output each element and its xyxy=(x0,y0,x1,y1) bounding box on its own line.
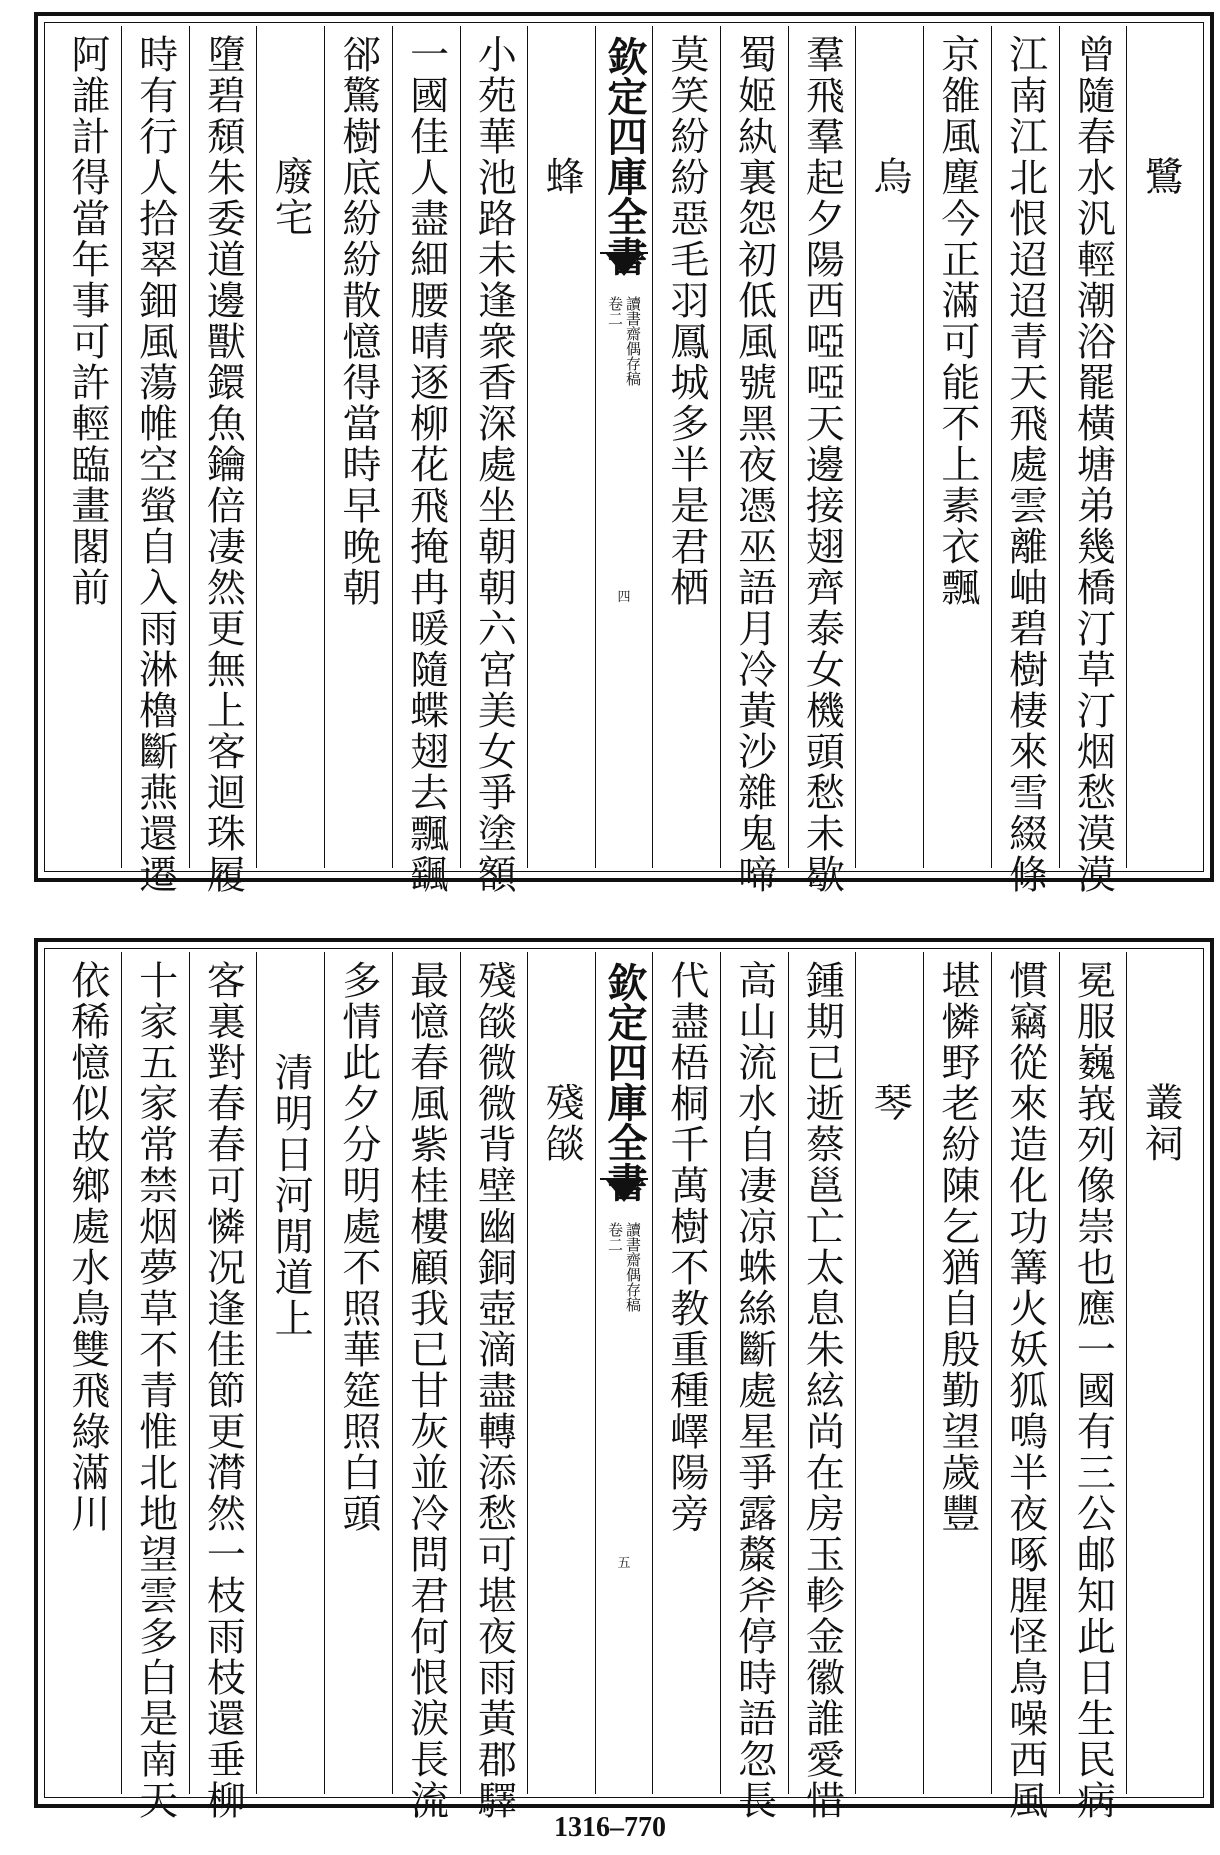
poem-text-column xyxy=(652,952,720,1794)
poem-text-column xyxy=(54,952,121,1794)
poem-line: 十家五家常禁烟夢草不青惟北地望雲多白是南天 xyxy=(132,960,178,1821)
collection-name: 讀書齋偶存稿 xyxy=(624,1222,642,1312)
poem-line: 郤驚樹底紛紛散憶得當時早晚朝 xyxy=(335,34,381,608)
poem-line: 殘燄微微背壁幽銅壺滴盡轉添愁可堪夜雨黃郡驛 xyxy=(471,960,517,1821)
poem-line: 羣飛羣起夕陽西啞啞天邊接翅齊泰女機頭愁未歇 xyxy=(799,34,845,895)
poem-line: 堪憐野老紛陳乞猶自殷勤望歲豐 xyxy=(934,960,980,1534)
poem-title: 清明日河閒道上 xyxy=(268,1052,314,1339)
collection-name: 讀書齋偶存稿 xyxy=(624,296,642,386)
poem-title-column xyxy=(256,952,324,1794)
poem-text-column xyxy=(460,952,528,1821)
poem-title-column xyxy=(256,26,324,868)
poem-line: 小苑華池路未逢衆香深處坐朝朝六宮美女爭塗額 xyxy=(471,34,517,895)
poem-text-column xyxy=(324,952,392,1794)
poem-text-column xyxy=(991,26,1059,895)
poem-line: 曾隨春水汎輕潮浴罷橫塘弟幾橋汀草汀烟愁漠漠 xyxy=(1070,34,1116,895)
poem-text-column xyxy=(788,952,856,1821)
leaf-number: 五 xyxy=(617,1556,631,1571)
fishtail-mark-icon xyxy=(600,1178,648,1212)
book-title: 欽定四庫全書 xyxy=(601,36,648,276)
bottom-page-columns xyxy=(54,952,1194,1821)
poem-line: 依稀憶似故鄉處水鳥雙飛綠滿川 xyxy=(64,960,110,1534)
poem-title: 殘燄 xyxy=(539,1082,585,1164)
poem-line: 一國佳人盡細腰晴逐柳花飛掩冉暖隨蝶翅去飄颻 xyxy=(403,34,449,895)
poem-text-column xyxy=(652,26,720,868)
poem-text-column xyxy=(460,26,528,895)
poem-line: 莫笑紛紛惡毛羽鳳城多半是君栖 xyxy=(663,34,709,608)
poem-title: 鷺 xyxy=(1138,156,1184,197)
poem-title-column xyxy=(855,26,923,868)
poem-title: 蜂 xyxy=(539,156,585,197)
top-page-frame xyxy=(34,12,1214,895)
center-margin-column xyxy=(595,26,652,868)
poem-title: 烏 xyxy=(867,156,913,197)
fishtail-mark-icon xyxy=(600,252,648,286)
bottom-page-frame xyxy=(34,938,1214,1821)
poem-line: 鍾期已逝蔡邕亡太息朱絃尚在房玉軫金徽誰愛惜 xyxy=(799,960,845,1821)
poem-text-column xyxy=(121,952,189,1821)
book-title: 欽定四庫全書 xyxy=(601,962,648,1202)
poem-title: 叢祠 xyxy=(1138,1082,1184,1164)
poem-text-column xyxy=(1059,26,1127,895)
poem-text-column xyxy=(324,26,392,868)
poem-line: 最憶春風紫桂樓顧我已甘灰並冷問君何恨淚長流 xyxy=(403,960,449,1821)
poem-line: 蜀姬紈裏怨初低風號黑夜憑巫語月冷黃沙雜鬼啼 xyxy=(731,34,777,895)
poem-line: 京雒風塵今正滿可能不上素衣飄 xyxy=(934,34,980,608)
poem-line: 客裏對春春可憐况逢佳節更潸然一枝雨枝還垂柳 xyxy=(200,960,246,1821)
top-page-columns xyxy=(54,26,1194,895)
volume-label: 卷二 xyxy=(606,1222,624,1252)
poem-text-column xyxy=(189,952,257,1821)
leaf-number: 四 xyxy=(617,590,631,605)
poem-text-column xyxy=(121,26,189,895)
poem-text-column xyxy=(991,952,1059,1821)
poem-line: 多情此夕分明處不照華筵照白頭 xyxy=(335,960,381,1534)
poem-title-column xyxy=(855,952,923,1794)
poem-text-column xyxy=(788,26,856,895)
poem-text-column xyxy=(720,26,788,895)
poem-text-column xyxy=(923,26,991,868)
poem-title: 廢宅 xyxy=(268,156,314,238)
poem-title: 琴 xyxy=(867,1082,913,1123)
volume-label: 卷二 xyxy=(606,296,624,326)
poem-line: 慣竊從來造化功篝火妖狐鳴半夜啄腥怪鳥噪西風 xyxy=(1002,960,1048,1821)
poem-text-column xyxy=(923,952,991,1794)
poem-title-column xyxy=(1126,26,1194,868)
poem-title-column xyxy=(527,26,595,868)
poem-line: 時有行人拾翠鈿風蕩帷空螢自入雨淋櫓斷燕還遷 xyxy=(132,34,178,895)
center-margin-column xyxy=(595,952,652,1794)
poem-line: 代盡梧桐千萬樹不教重種嶧陽旁 xyxy=(663,960,709,1534)
poem-line: 阿誰計得當年事可許輕臨畫閣前 xyxy=(64,34,110,608)
poem-line: 墮碧頹朱委道邊獸鐶魚鑰倍凄然更無上客迴珠履 xyxy=(200,34,246,895)
poem-line: 冕服巍峩列像崇也應一國有三公邮知此日生民病 xyxy=(1070,960,1116,1821)
poem-text-column xyxy=(392,26,460,895)
poem-text-column xyxy=(189,26,257,895)
poem-text-column xyxy=(392,952,460,1821)
page-number: 1316–770 xyxy=(554,1812,666,1843)
poem-text-column xyxy=(54,26,121,868)
poem-text-column xyxy=(1059,952,1127,1821)
poem-line: 高山流水自凄凉蛛絲斷處星爭露斄斧停時語忽長 xyxy=(731,960,777,1821)
poem-title-column xyxy=(527,952,595,1794)
poem-text-column xyxy=(720,952,788,1821)
poem-line: 江南江北恨迢迢青天飛處雲離岫碧樹棲來雪綴條 xyxy=(1002,34,1048,895)
poem-title-column xyxy=(1126,952,1194,1794)
